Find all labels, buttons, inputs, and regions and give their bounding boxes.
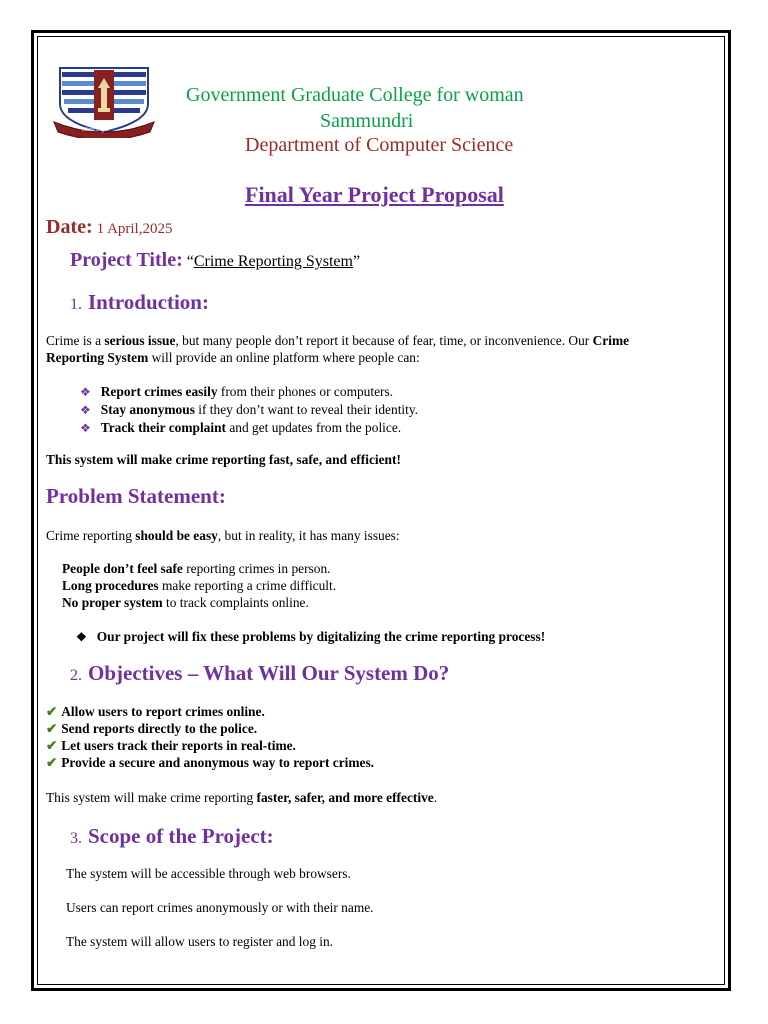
bullet-text: if they don’t want to reveal their identity.: [194, 402, 419, 417]
open-quote: “: [186, 253, 194, 270]
intro-bullet-list: [80, 383, 418, 437]
diamond-bullet-icon: ❖: [76, 630, 87, 644]
problem-bold: should be easy: [135, 528, 218, 543]
college-name: Government Graduate College for woman: [186, 84, 524, 106]
bullet-bold: Report crimes easily: [100, 384, 218, 399]
date-value: 1 April,2025: [96, 221, 173, 237]
problem-fix: [76, 628, 545, 646]
problem-text: Crime reporting: [46, 528, 136, 543]
intro-heading-text: Introduction:: [88, 290, 209, 314]
problem-heading: Problem Statement:: [46, 484, 226, 508]
objective-text: Provide a secure and anonymous way to report crimes.: [61, 755, 375, 770]
check-mark-icon: ✔: [46, 704, 58, 719]
project-title-value: Crime Reporting System: [193, 253, 353, 270]
objective-text: Allow users to report crimes online.: [61, 704, 265, 719]
bullet-bold: Track their complaint: [100, 420, 226, 435]
issue-bold: No proper system: [62, 595, 163, 610]
list-item: [46, 720, 374, 737]
scope-line-1: The system will be accessible through web browsers.: [66, 866, 351, 881]
intro-text: Crime is a: [46, 333, 105, 348]
objectives-heading-text: Objectives – What Will Our System Do?: [88, 661, 450, 685]
intro-number: 1.: [70, 296, 82, 313]
issue-text: to track complaints online.: [162, 595, 309, 610]
issue-text: reporting crimes in person.: [182, 561, 331, 576]
date-line: [46, 216, 172, 239]
diamond-bullet-icon: ❖: [80, 385, 91, 399]
scope-heading-text: Scope of the Project:: [88, 824, 274, 848]
list-item: [62, 577, 336, 594]
list-item: [62, 594, 336, 611]
list-item: [46, 754, 374, 771]
summary-text: This system will make crime reporting: [46, 790, 257, 805]
issue-bold: People don’t feel safe: [62, 561, 183, 576]
college-city: Sammundri: [320, 110, 414, 132]
issue-bold: Long procedures: [62, 578, 159, 593]
check-mark-icon: ✔: [46, 755, 58, 770]
objective-text: Let users track their reports in real-time.: [61, 738, 296, 753]
intro-closing: This system will make crime reporting fast, safe, and efficient!: [46, 452, 401, 467]
list-item: [62, 560, 336, 577]
intro-heading: [70, 290, 209, 315]
diamond-bullet-icon: ❖: [80, 403, 91, 417]
list-item: [80, 401, 418, 419]
intro-paragraph-line1: [46, 332, 629, 349]
scope-heading: [70, 824, 274, 849]
intro-paragraph-line2: [46, 349, 420, 366]
intro-bold: Reporting System: [46, 350, 149, 365]
date-label: Date:: [46, 216, 93, 238]
project-title-label: Project Title:: [70, 249, 183, 271]
bullet-text: and get updates from the police.: [225, 420, 402, 435]
objectives-summary: [46, 789, 437, 806]
problem-fix-text: Our project will fix these problems by digitalizing the crime reporting process!: [96, 629, 546, 644]
problem-lead: [46, 527, 400, 544]
bullet-text: from their phones or computers.: [217, 384, 394, 399]
document-title: Final Year Project Proposal: [245, 182, 504, 207]
intro-text: , but many people don’t report it because of fear, time, or inconvenience. Our: [175, 333, 593, 348]
list-item: [46, 737, 374, 754]
summary-bold: faster, safer, and more effective: [256, 790, 434, 805]
bullet-bold: Stay anonymous: [100, 402, 195, 417]
list-item: [80, 419, 418, 437]
scope-number: 3.: [70, 830, 82, 847]
check-mark-icon: ✔: [46, 738, 58, 753]
objective-text: Send reports directly to the police.: [61, 721, 258, 736]
close-quote: ”: [352, 253, 361, 270]
project-title-line: [70, 249, 360, 272]
problem-issue-list: [62, 560, 336, 611]
objectives-heading: [70, 661, 449, 686]
intro-text: will provide an online platform where people can:: [148, 350, 420, 365]
intro-bold: Crime: [592, 333, 630, 348]
list-item: [80, 383, 418, 401]
list-item: [46, 703, 374, 720]
scope-line-3: The system will allow users to register and log in.: [66, 934, 334, 949]
check-mark-icon: ✔: [46, 721, 58, 736]
intro-bold: serious issue: [104, 333, 176, 348]
summary-text: .: [433, 790, 438, 805]
department-name: Department of Computer Science: [245, 134, 514, 156]
objectives-number: 2.: [70, 667, 82, 684]
logo-motto: More Light: [82, 127, 109, 133]
objectives-list: [46, 703, 374, 771]
diamond-bullet-icon: ❖: [80, 421, 91, 435]
problem-text: , but in reality, it has many issues:: [217, 528, 400, 543]
issue-text: make reporting a crime difficult.: [158, 578, 337, 593]
scope-line-2: Users can report crimes anonymously or with their name.: [66, 900, 374, 915]
